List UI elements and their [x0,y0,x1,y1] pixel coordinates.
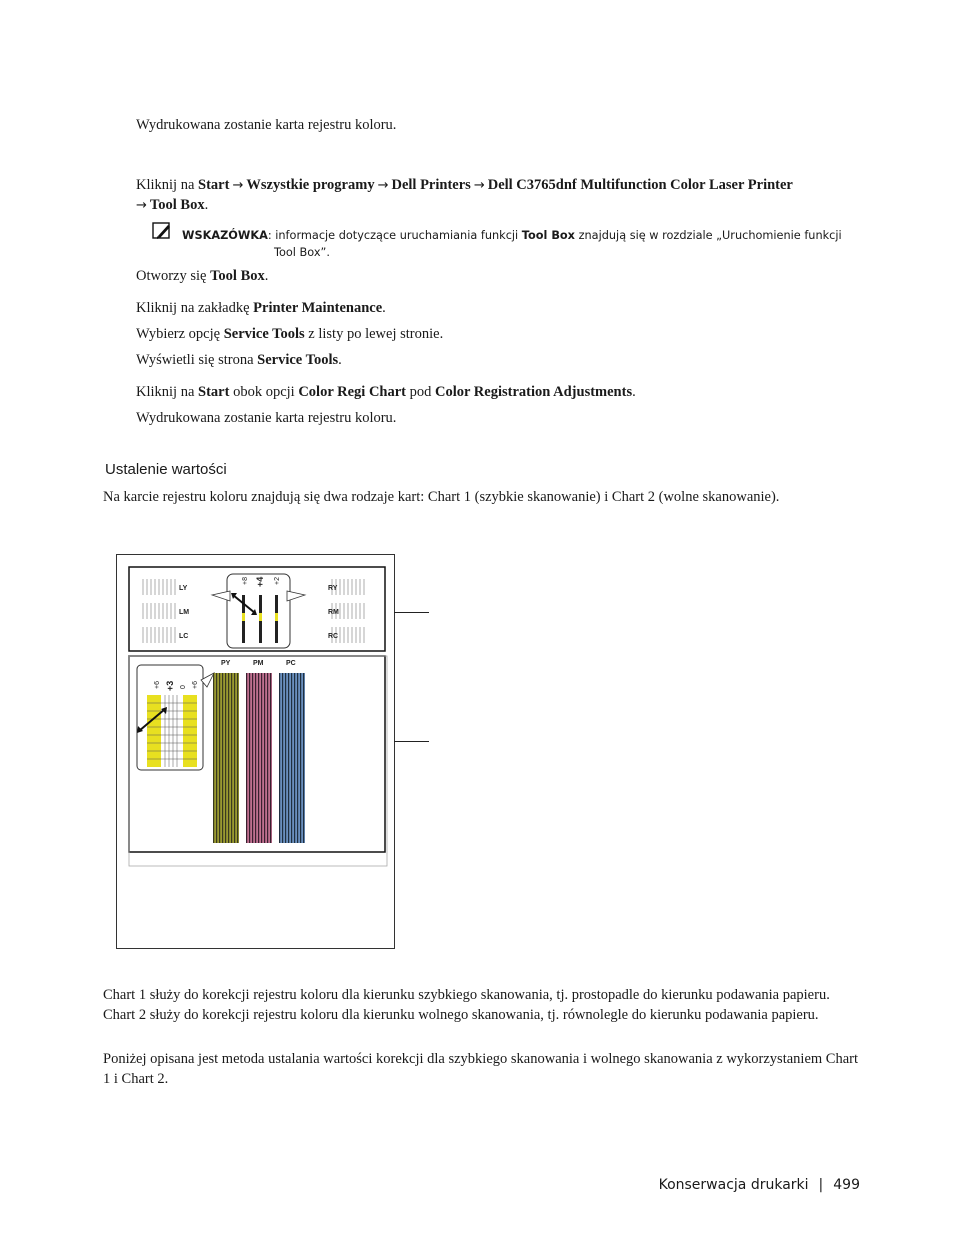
scale2-plus3: +3 [165,680,175,691]
color-regi-chart-figure [116,554,395,949]
bold: Service Tools [257,352,339,368]
label-pc: PC [286,660,296,667]
text: . [338,352,342,368]
intro-paragraph: Na karcie rejestru koloru znajdują się dwa rodzaje kart: Chart 1 (szybkie skanowanie) i Chart 2 (wolne skanowanie). [103,489,780,505]
arrow-icon: → [377,178,389,193]
text: . [382,300,386,316]
step-color-regi-chart [136,383,636,401]
label-lc: LC [179,633,189,640]
chart-illustration [117,555,394,948]
arrow-icon: → [473,178,485,193]
bold: Printer Maintenance [253,300,383,316]
page-footer [659,1177,860,1193]
bold: Color Registration Adjustments [435,384,633,400]
scale2-zero: 0 [180,685,187,689]
label-py: PY [221,660,231,667]
step-toolbox-opens [136,267,268,285]
page-number: 499 [833,1177,860,1193]
chart2-callout-line [394,741,429,742]
text: obok opcji [229,384,299,400]
note-pencil-icon [152,222,172,240]
scale2-plus6: +6 [154,681,161,689]
text: z listy po lewej stronie. [304,326,444,342]
scale-plus8: +8 [242,577,249,585]
column-pm [246,673,272,843]
bold: Tool Box [210,268,265,284]
label-rc: RC [328,633,339,640]
step-service-tools [136,325,443,343]
text: Kliknij na zakładkę [136,300,254,316]
method-paragraph: Poniżej opisana jest metoda ustalania wartości korekcji dla szybkiego skanowania i wolnego skanowania z wykorzystaniem Chart 1 i Chart 2. [103,1051,858,1087]
label-lm: LM [179,609,190,616]
scale-plus4: +4 [255,576,265,587]
chart1-left-patterns [143,579,175,643]
column-pc [279,673,305,843]
note-text: znajdują się w rozdziale „Uruchomienie funkcji [574,229,842,242]
chart-description-paragraph: Chart 1 służy do korekcji rejestru koloru dla kierunku szybkiego skanowania, tj. prostopadle do kierunku podawania papieru. Chart 2 służy do korekcji rejestru koloru dla kierunku wolnego skanowania, tj. równolegle do kierunku podawania papieru. [103,987,830,1023]
bold: Start [198,384,230,400]
text: . [264,268,269,284]
label-ry: RY [328,585,338,592]
text: Otworzy się [136,268,211,284]
note-bold: Tool Box [521,229,575,242]
label-rm: RM [328,609,339,616]
note-text-continued: Tool Box”. [274,246,330,259]
note-text: : informacje dotyczące uruchamiania funkcji [267,229,522,242]
chart1-callout-line [394,612,429,613]
label-pm: PM [253,660,264,667]
print-note-1: Wydrukowana zostanie karta rejestru koloru. [136,117,397,133]
printer-name-label: Dell C3765dnf Multifunction Color Laser Printer [487,177,793,193]
toolbox-label: Tool Box [149,197,205,213]
label-ly: LY [179,585,188,592]
text: Wybierz opcję [136,326,224,342]
arrow-icon: → [232,178,244,193]
chart2-grid [147,695,197,767]
step-open-toolbox-line1 [136,176,793,195]
step-maintenance-tab [136,299,386,317]
text: pod [406,384,435,400]
text: Kliknij na [136,384,199,400]
dell-printers-label: Dell Printers [391,177,471,193]
step-open-toolbox-line2 [136,196,208,215]
note-label: WSKAZÓWKA [182,229,268,242]
note-block [182,227,862,261]
column-py [213,673,239,843]
text: . [204,197,209,213]
all-programs-label: Wszystkie programy [246,177,375,193]
scale2-plus6b: +6 [192,681,199,689]
arrow-icon: → [136,198,147,213]
step-service-tools-page [136,351,342,369]
footer-separator: | [818,1177,824,1193]
scale-plus2: +2 [274,577,281,585]
text: . [632,384,636,400]
footer-section: Konserwacja drukarki [658,1177,809,1193]
print-note-2: Wydrukowana zostanie karta rejestru koloru. [136,410,397,426]
bold: Service Tools [223,326,305,342]
bold: Color Regi Chart [298,384,406,400]
text: Wyświetli się strona [136,352,258,368]
section-heading: Ustalenie wartości [105,461,227,478]
text: Kliknij na [136,177,199,193]
start-label: Start [198,177,230,193]
